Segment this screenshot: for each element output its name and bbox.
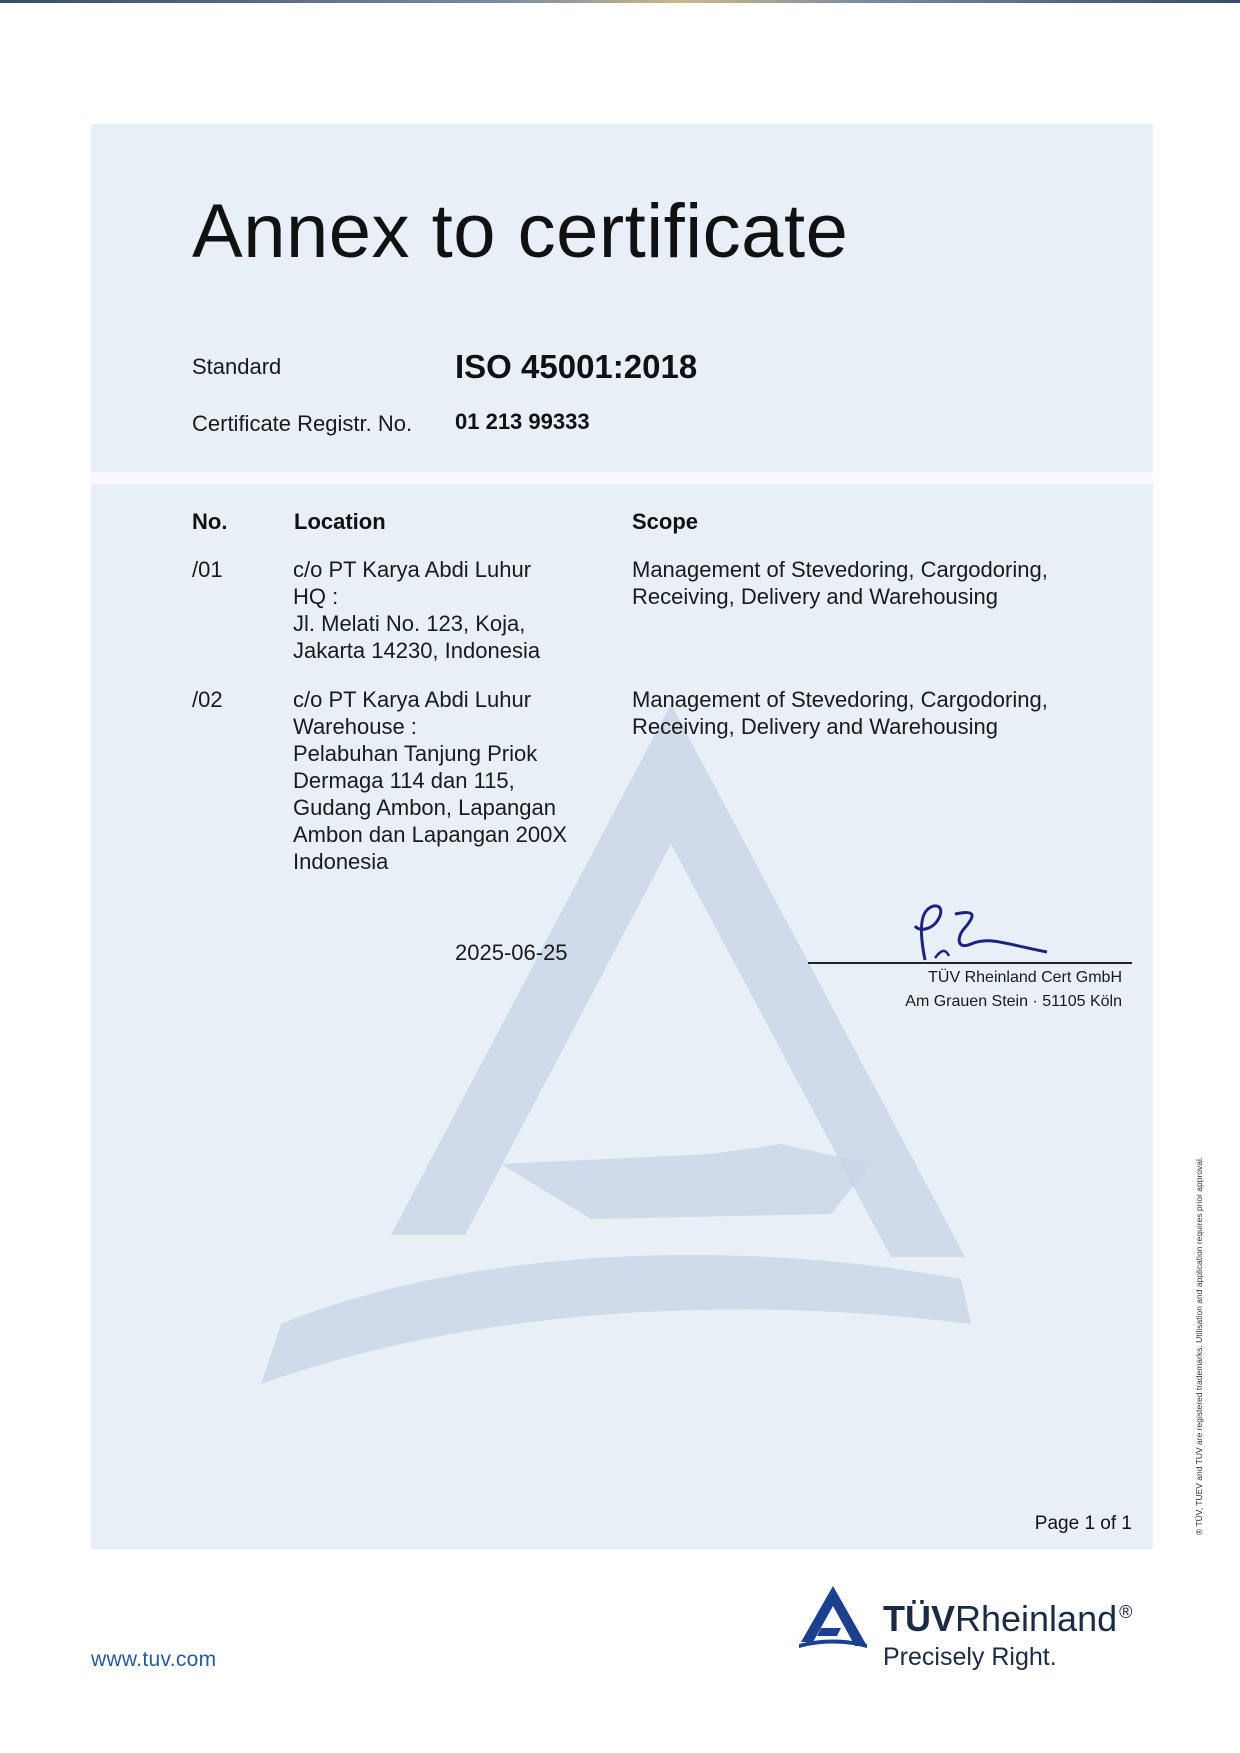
brand-rheinland: Rheinland bbox=[955, 1598, 1118, 1639]
brand-registered-mark: ® bbox=[1119, 1602, 1133, 1622]
row-2-scope: Management of Stevedoring, Cargodoring, Receiving, Delivery and Warehousing bbox=[632, 687, 1048, 739]
issue-date: 2025-06-25 bbox=[455, 940, 568, 965]
regno-value: 01 213 99333 bbox=[455, 409, 590, 434]
column-header-no: No. bbox=[192, 509, 228, 534]
tuv-triangle-logo-icon bbox=[797, 1584, 869, 1650]
brand-tagline: Precisely Right. bbox=[883, 1643, 1057, 1671]
row-2-number: /02 bbox=[192, 687, 223, 712]
row-1-scope: Management of Stevedoring, Cargodoring, Receiving, Delivery and Warehousing bbox=[632, 557, 1048, 609]
website-link[interactable]: www.tuv.com bbox=[91, 1648, 217, 1671]
tuv-watermark-icon bbox=[91, 124, 1153, 1549]
regno-label: Certificate Registr. No. bbox=[192, 411, 413, 436]
signature-line bbox=[808, 962, 1132, 964]
brand-tuv: TÜV bbox=[883, 1598, 955, 1639]
issuer-name: TÜV Rheinland Cert GmbH bbox=[928, 969, 1122, 986]
issuer-address: Am Grauen Stein · 51105 Köln bbox=[905, 993, 1122, 1010]
trademark-side-note: ® TÜV, TUEV and TUV are registered trademarks. Utilisation and application requires prior approval. bbox=[1194, 1156, 1204, 1535]
column-header-scope: Scope bbox=[632, 509, 699, 534]
signature-icon bbox=[905, 900, 1055, 970]
row-1-location: c/o PT Karya Abdi Luhur HQ : Jl. Melati No. 123, Koja, Jakarta 14230, Indonesia bbox=[293, 557, 541, 663]
standard-label: Standard bbox=[192, 354, 282, 379]
row-2-location: c/o PT Karya Abdi Luhur Warehouse : Pelabuhan Tanjung Priok Dermaga 114 dan 115, Gudang Ambon, Lapangan Ambon dan Lapangan 200X Indonesia bbox=[293, 687, 568, 874]
column-header-location: Location bbox=[294, 509, 386, 534]
standard-value: ISO 45001:2018 bbox=[455, 348, 698, 385]
brand-name bbox=[883, 1598, 1132, 1640]
row-1-number: /01 bbox=[192, 557, 223, 582]
page-title: Annex to certificate bbox=[192, 189, 849, 274]
top-edge-line bbox=[0, 0, 1240, 3]
page-number: Page 1 of 1 bbox=[1034, 1513, 1132, 1534]
